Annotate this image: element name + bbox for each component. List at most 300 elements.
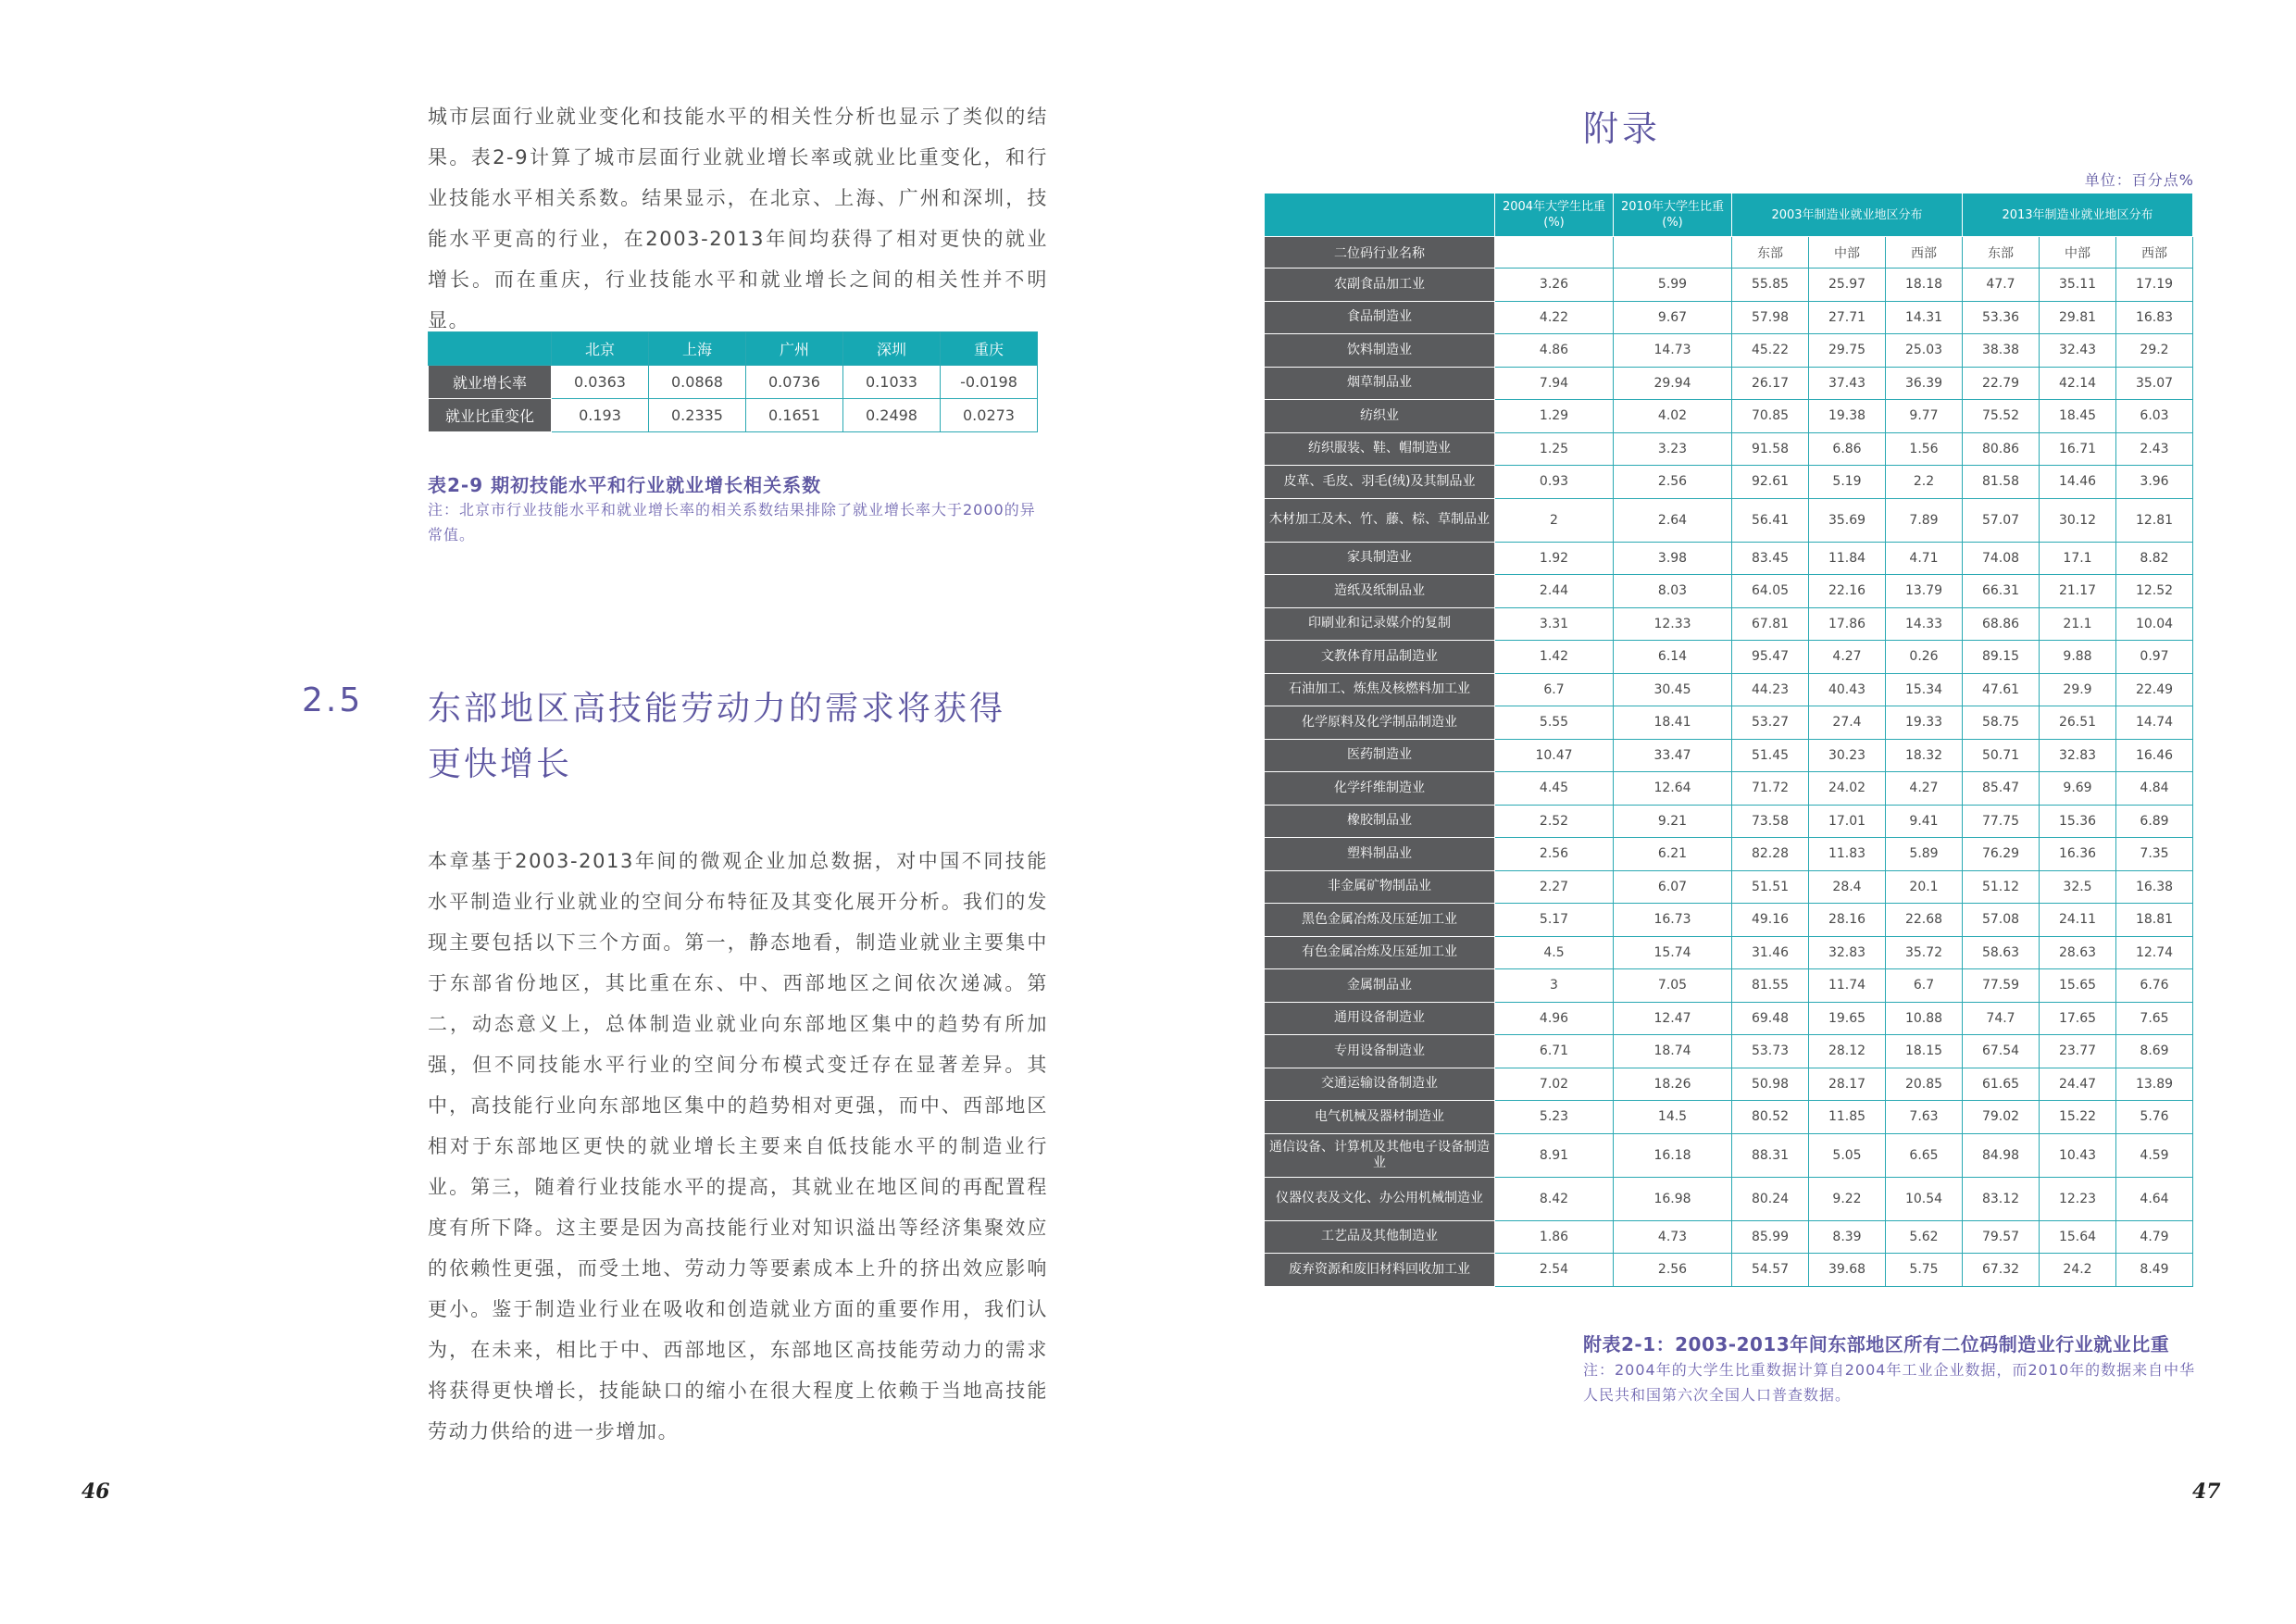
table-cell: 16.38 <box>2116 870 2193 904</box>
table-cell: 0.2335 <box>649 399 746 432</box>
table-cell: 12.33 <box>1614 607 1732 641</box>
table-cell: 0.1651 <box>746 399 843 432</box>
table-cell: 6.14 <box>1614 641 1732 674</box>
table-cell: 4.5 <box>1495 936 1614 969</box>
table-row <box>1265 575 2193 608</box>
table-cell: 69.48 <box>1732 1002 1809 1035</box>
table-cell: 18.81 <box>2116 904 2193 937</box>
table-cell: 2.56 <box>1614 1254 1732 1287</box>
table-cell: 21.1 <box>2040 607 2116 641</box>
table-cell: 32.43 <box>2040 334 2116 368</box>
table-cell: 18.15 <box>1886 1035 1963 1068</box>
table-row <box>1265 269 2193 302</box>
table-row <box>1265 1254 2193 1287</box>
table-cell: 22.49 <box>2116 673 2193 706</box>
table-cell: 25.97 <box>1809 269 1886 302</box>
table-cell: 84.98 <box>1963 1133 2040 1177</box>
table-cell: 58.75 <box>1963 706 2040 740</box>
table-row <box>1265 1002 2193 1035</box>
table-cell: 29.9 <box>2040 673 2116 706</box>
table-cell: 11.85 <box>1809 1101 1886 1134</box>
table-cell: 1.29 <box>1495 400 1614 433</box>
industry-name: 金属制品业 <box>1265 969 1495 1003</box>
industry-name: 石油加工、炼焦及核燃料加工业 <box>1265 673 1495 706</box>
industry-name: 家具制造业 <box>1265 542 1495 575</box>
table-cell: 23.77 <box>2040 1035 2116 1068</box>
table-cell: 8.03 <box>1614 575 1732 608</box>
table-cell: 14.5 <box>1614 1101 1732 1134</box>
table-cell: 5.05 <box>1809 1133 1886 1177</box>
industry-name: 印刷业和记录媒介的复制 <box>1265 607 1495 641</box>
table-cell: 61.65 <box>1963 1068 2040 1101</box>
table-cell: 15.64 <box>2040 1220 2116 1254</box>
appendix-title: 附录 <box>1583 108 1662 149</box>
table-cell: 15.65 <box>2040 969 2116 1003</box>
table-cell: 71.72 <box>1732 772 1809 806</box>
table-cell: 55.85 <box>1732 269 1809 302</box>
table-cell: 53.73 <box>1732 1035 1809 1068</box>
row-header: 就业增长率 <box>429 366 552 399</box>
table-cell: 21.17 <box>2040 575 2116 608</box>
table-cell: 2.52 <box>1495 805 1614 838</box>
table-cell: 4.22 <box>1495 301 1614 334</box>
table-row <box>1265 400 2193 433</box>
table-row <box>1265 805 2193 838</box>
appendix-caption-title: 附表2-1：2003-2013年间东部地区所有二位码制造业行业就业比重 <box>1583 1333 2170 1355</box>
industry-name: 专用设备制造业 <box>1265 1035 1495 1068</box>
table-cell: 0.193 <box>552 399 649 432</box>
column-header: 重庆 <box>941 332 1038 366</box>
table-row <box>1265 1220 2193 1254</box>
table-cell: 53.36 <box>1963 301 2040 334</box>
table-row <box>1265 432 2193 466</box>
table-row <box>1265 301 2193 334</box>
table-cell: 68.86 <box>1963 607 2040 641</box>
table-cell: 77.75 <box>1963 805 2040 838</box>
table-cell: 49.16 <box>1732 904 1809 937</box>
table-cell: 5.23 <box>1495 1101 1614 1134</box>
table-cell: 50.71 <box>1963 739 2040 772</box>
region-header: 中部 <box>2040 237 2116 269</box>
table-cell: 17.1 <box>2040 542 2116 575</box>
table-cell: 32.83 <box>1809 936 1886 969</box>
table-cell: 10.47 <box>1495 739 1614 772</box>
table-row <box>1265 936 2193 969</box>
table-cell: 9.21 <box>1614 805 1732 838</box>
table-cell: 10.04 <box>2116 607 2193 641</box>
table-cell: 22.79 <box>1963 367 2040 400</box>
industry-name: 饮料制造业 <box>1265 334 1495 368</box>
table-cell: 18.18 <box>1886 269 1963 302</box>
table-cell: 29.94 <box>1614 367 1732 400</box>
column-group-header: 2013年制造业就业地区分布 <box>1963 194 2193 237</box>
table-cell: 0.97 <box>2116 641 2193 674</box>
table-cell: 17.86 <box>1809 607 1886 641</box>
table-row <box>1265 334 2193 368</box>
table-cell: 12.81 <box>2116 498 2193 542</box>
table-cell: 39.68 <box>1809 1254 1886 1287</box>
table-cell: 17.01 <box>1809 805 1886 838</box>
table-cell: 11.83 <box>1809 838 1886 871</box>
table-cell: 20.1 <box>1886 870 1963 904</box>
industry-name: 烟草制品业 <box>1265 367 1495 400</box>
unit-label: 单位：百分点% <box>2084 171 2194 189</box>
table-cell: 35.72 <box>1886 936 1963 969</box>
table-cell: 18.41 <box>1614 706 1732 740</box>
table-cell: 16.46 <box>2116 739 2193 772</box>
table-cell: 17.65 <box>2040 1002 2116 1035</box>
table-cell: 11.74 <box>1809 969 1886 1003</box>
table-cell: 9.69 <box>2040 772 2116 806</box>
table-cell: 4.27 <box>1886 772 1963 806</box>
table-cell: 8.69 <box>2116 1035 2193 1068</box>
table-cell: 80.24 <box>1732 1177 1809 1220</box>
table-cell: 67.54 <box>1963 1035 2040 1068</box>
table-cell: 57.08 <box>1963 904 2040 937</box>
table-subheader-row <box>1265 237 2193 269</box>
table-cell: 18.45 <box>2040 400 2116 433</box>
table-cell: 12.74 <box>2116 936 2193 969</box>
table-cell: 2 <box>1495 498 1614 542</box>
table-cell: 14.73 <box>1614 334 1732 368</box>
industry-name: 农副食品加工业 <box>1265 269 1495 302</box>
table-cell: 27.4 <box>1809 706 1886 740</box>
appendix-table <box>1264 193 2193 1287</box>
industry-name: 塑料制品业 <box>1265 838 1495 871</box>
table-cell: 5.62 <box>1886 1220 1963 1254</box>
table-cell: 57.07 <box>1963 498 2040 542</box>
table-cell: 6.71 <box>1495 1035 1614 1068</box>
table-corner-cell <box>1265 194 1495 237</box>
table-cell: 51.45 <box>1732 739 1809 772</box>
table-cell: 88.31 <box>1732 1133 1809 1177</box>
row-name-header: 二位码行业名称 <box>1265 237 1495 269</box>
table-cell: 42.14 <box>2040 367 2116 400</box>
table-row <box>1265 1101 2193 1134</box>
table-cell: 15.74 <box>1614 936 1732 969</box>
table-cell: 38.38 <box>1963 334 2040 368</box>
table-cell: 2.54 <box>1495 1254 1614 1287</box>
table-cell: 9.22 <box>1809 1177 1886 1220</box>
table-cell: 35.69 <box>1809 498 1886 542</box>
region-header: 西部 <box>2116 237 2193 269</box>
table-header-row <box>429 332 1038 366</box>
table-cell: 26.51 <box>2040 706 2116 740</box>
table-cell: 3.31 <box>1495 607 1614 641</box>
table-cell: 12.47 <box>1614 1002 1732 1035</box>
table-row <box>429 399 1038 432</box>
table-cell: 37.43 <box>1809 367 1886 400</box>
table-cell: 12.52 <box>2116 575 2193 608</box>
table-cell: 30.45 <box>1614 673 1732 706</box>
table-cell: 95.47 <box>1732 641 1809 674</box>
table-cell: 12.64 <box>1614 772 1732 806</box>
table-cell: 51.12 <box>1963 870 2040 904</box>
table-cell: 32.5 <box>2040 870 2116 904</box>
table-cell: 8.49 <box>2116 1254 2193 1287</box>
table-cell: 6.21 <box>1614 838 1732 871</box>
table-cell: 0.93 <box>1495 466 1614 499</box>
table-cell: 4.96 <box>1495 1002 1614 1035</box>
table-cell: 15.22 <box>2040 1101 2116 1134</box>
table-cell: 0.0363 <box>552 366 649 399</box>
table-cell: 74.7 <box>1963 1002 2040 1035</box>
table-cell: 74.08 <box>1963 542 2040 575</box>
table-cell: 13.89 <box>2116 1068 2193 1101</box>
table-cell: 4.27 <box>1809 641 1886 674</box>
table-cell: 3.96 <box>2116 466 2193 499</box>
intro-paragraph: 城市层面行业就业变化和技能水平的相关性分析也显示了类似的结果。表2-9计算了城市层面行业就业增长率或就业比重变化，和行业技能水平相关系数。结果显示，在北京、上海、广州和深圳，技能水平更高的行业，在2003-2013年间均获得了相对更快的就业增长。而在重庆，行业技能水平和就业增长之间的相关性并不明显。 <box>428 106 1048 331</box>
table-cell: 2.56 <box>1614 466 1732 499</box>
table-cell: 14.31 <box>1886 301 1963 334</box>
appendix-caption-note: 注：2004年的大学生比重数据计算自2004年工业企业数据，而2010年的数据来自中华人民共和国第六次全国人口普查数据。 <box>1583 1361 2196 1404</box>
table-cell: 9.67 <box>1614 301 1732 334</box>
table-cell: 2.27 <box>1495 870 1614 904</box>
table-cell: 4.59 <box>2116 1133 2193 1177</box>
column-header: 2004年大学生比重(%) <box>1495 194 1614 237</box>
table-cell: 47.7 <box>1963 269 2040 302</box>
table-cell: 9.77 <box>1886 400 1963 433</box>
industry-name: 医药制造业 <box>1265 739 1495 772</box>
industry-name: 化学纤维制造业 <box>1265 772 1495 806</box>
table-cell: 4.71 <box>1886 542 1963 575</box>
column-header: 上海 <box>649 332 746 366</box>
table-cell: 5.76 <box>2116 1101 2193 1134</box>
table-cell: 19.65 <box>1809 1002 1886 1035</box>
page-number-right: 47 <box>2192 1480 2221 1504</box>
region-header: 西部 <box>1886 237 1963 269</box>
table-cell: 85.47 <box>1963 772 2040 806</box>
industry-name: 化学原料及化学制品制造业 <box>1265 706 1495 740</box>
industry-name: 通用设备制造业 <box>1265 1002 1495 1035</box>
table-row <box>1265 367 2193 400</box>
table-cell: 14.33 <box>1886 607 1963 641</box>
table-cell: 6.03 <box>2116 400 2193 433</box>
table-cell: 1.56 <box>1886 432 1963 466</box>
table-cell: 10.43 <box>2040 1133 2116 1177</box>
table-cell: 3.23 <box>1614 432 1732 466</box>
table-cell: 82.28 <box>1732 838 1809 871</box>
body-paragraph: 本章基于2003-2013年间的微观企业加总数据，对中国不同技能水平制造业行业就业的空间分布特征及其变化展开分析。我们的发现主要包括以下三个方面。第一，静态地看，制造业就业主要集中于东部省份地区，其比重在东、中、西部地区之间依次递减。第二，动态意义上，总体制造业就业向东部地区集中的趋势有所加强，但不同技能水平行业的空间分布模式变迁存在显著差异。其中，高技能行业向东部地区集中的趋势相对更强，而中、西部地区相对于东部地区更快的就业增长主要来自低技能水平的制造业行业。第三，随着行业技能水平的提高，其就业在地区间的再配置程度有所下降。这主要是因为高技能行业对知识溢出等经济集聚效应的依赖性更强，而受土地、劳动力等要素成本上升的挤出效应影响更小。鉴于制造业行业在吸收和创造就业方面的重要作用，我们认为，在未来，相比于中、西部地区，东部地区高技能劳动力的需求将获得更快增长，技能缺口的缩小在很大程度上依赖于当地高技能劳动力供给的进一步增加。 <box>428 850 1048 1443</box>
table-cell: 36.39 <box>1886 367 1963 400</box>
table-cell: 7.63 <box>1886 1101 1963 1134</box>
table-cell: 53.27 <box>1732 706 1809 740</box>
industry-name: 非金属矿物制品业 <box>1265 870 1495 904</box>
table-corner-cell <box>429 332 552 366</box>
industry-name: 皮革、毛皮、羽毛(绒)及其制品业 <box>1265 466 1495 499</box>
table-cell: 7.94 <box>1495 367 1614 400</box>
industry-name: 纺织服装、鞋、帽制造业 <box>1265 432 1495 466</box>
table-cell: 24.11 <box>2040 904 2116 937</box>
table-cell: 35.11 <box>2040 269 2116 302</box>
table-cell: 17.19 <box>2116 269 2193 302</box>
table-row <box>1265 498 2193 542</box>
industry-name: 废弃资源和废旧材料回收加工业 <box>1265 1254 1495 1287</box>
column-header: 深圳 <box>843 332 941 366</box>
industry-name: 电气机械及器材制造业 <box>1265 1101 1495 1134</box>
table-row <box>1265 673 2193 706</box>
table-row <box>1265 739 2193 772</box>
table-cell: 9.41 <box>1886 805 1963 838</box>
column-header: 北京 <box>552 332 649 366</box>
table-cell: 29.81 <box>2040 301 2116 334</box>
table-cell: 51.51 <box>1732 870 1809 904</box>
table-cell: 29.2 <box>2116 334 2193 368</box>
table-cell: 11.84 <box>1809 542 1886 575</box>
table-cell: 35.07 <box>2116 367 2193 400</box>
table-cell: 58.63 <box>1963 936 2040 969</box>
table-cell: 4.45 <box>1495 772 1614 806</box>
table-cell: 0.0736 <box>746 366 843 399</box>
table-cell: 4.84 <box>2116 772 2193 806</box>
table-cell: 79.02 <box>1963 1101 2040 1134</box>
table-cell: 7.65 <box>2116 1002 2193 1035</box>
table-cell: 8.91 <box>1495 1133 1614 1177</box>
table-cell: 5.17 <box>1495 904 1614 937</box>
table-cell: 4.79 <box>2116 1220 2193 1254</box>
table-cell: 28.17 <box>1809 1068 1886 1101</box>
table-cell: 2.56 <box>1495 838 1614 871</box>
table-cell: 16.73 <box>1614 904 1732 937</box>
empty-header-cell <box>1495 237 1614 269</box>
table-cell: 1.92 <box>1495 542 1614 575</box>
table-row <box>1265 542 2193 575</box>
table-cell: 44.23 <box>1732 673 1809 706</box>
table-cell: 0.26 <box>1886 641 1963 674</box>
industry-name: 食品制造业 <box>1265 301 1495 334</box>
table-cell: 91.58 <box>1732 432 1809 466</box>
table-cell: 45.22 <box>1732 334 1809 368</box>
table-cell: 9.88 <box>2040 641 2116 674</box>
industry-name: 橡胶制品业 <box>1265 805 1495 838</box>
table-cell: 8.82 <box>2116 542 2193 575</box>
table-cell: 6.89 <box>2116 805 2193 838</box>
table-header-row <box>1265 194 2193 237</box>
table-cell: 27.71 <box>1809 301 1886 334</box>
table-cell: 24.47 <box>2040 1068 2116 1101</box>
table-cell: 2.2 <box>1886 466 1963 499</box>
region-header: 中部 <box>1809 237 1886 269</box>
table-row <box>1265 870 2193 904</box>
table-cell: 8.39 <box>1809 1220 1886 1254</box>
table-cell: 15.34 <box>1886 673 1963 706</box>
region-header: 东部 <box>1963 237 2040 269</box>
table-cell: 18.74 <box>1614 1035 1732 1068</box>
table-cell: 5.55 <box>1495 706 1614 740</box>
table-cell: 4.86 <box>1495 334 1614 368</box>
industry-name: 通信设备、计算机及其他电子设备制造业 <box>1265 1133 1495 1177</box>
table-cell: 8.42 <box>1495 1177 1614 1220</box>
table-cell: 29.75 <box>1809 334 1886 368</box>
column-header: 2010年大学生比重(%) <box>1614 194 1732 237</box>
table-caption-note: 注：北京市行业技能水平和就业增长率的相关系数结果排除了就业增长率大于2000的异常值。 <box>428 501 1036 543</box>
table-cell: 2.44 <box>1495 575 1614 608</box>
industry-name: 纺织业 <box>1265 400 1495 433</box>
section-number: 2.5 <box>302 681 364 719</box>
table-row <box>1265 969 2193 1003</box>
industry-name: 交通运输设备制造业 <box>1265 1068 1495 1101</box>
table-cell: 70.85 <box>1732 400 1809 433</box>
table-cell: 33.47 <box>1614 739 1732 772</box>
table-cell: 47.61 <box>1963 673 2040 706</box>
table-cell: 83.45 <box>1732 542 1809 575</box>
table-cell: 7.35 <box>2116 838 2193 871</box>
table-cell: 16.36 <box>2040 838 2116 871</box>
table-cell: 6.65 <box>1886 1133 1963 1177</box>
table-cell: 76.29 <box>1963 838 2040 871</box>
appendix-table-body <box>1265 269 2193 1287</box>
table-cell: 10.88 <box>1886 1002 1963 1035</box>
section-title: 东部地区高技能劳动力的需求将获得更快增长 <box>428 690 1006 783</box>
table-cell: 16.18 <box>1614 1133 1732 1177</box>
table-row <box>1265 706 2193 740</box>
table-cell: 6.07 <box>1614 870 1732 904</box>
table-cell: 7.02 <box>1495 1068 1614 1101</box>
industry-name: 文教体育用品制造业 <box>1265 641 1495 674</box>
table-cell: 26.17 <box>1732 367 1809 400</box>
table-cell: 16.83 <box>2116 301 2193 334</box>
table-cell: 67.32 <box>1963 1254 2040 1287</box>
table-cell: 6.76 <box>2116 969 2193 1003</box>
table-cell: 30.23 <box>1809 739 1886 772</box>
table-cell: 5.89 <box>1886 838 1963 871</box>
table-cell: 1.25 <box>1495 432 1614 466</box>
table-cell: 6.7 <box>1495 673 1614 706</box>
table-cell: 2.64 <box>1614 498 1732 542</box>
table-cell: 20.85 <box>1886 1068 1963 1101</box>
table-cell: 14.74 <box>2116 706 2193 740</box>
table-cell: 19.33 <box>1886 706 1963 740</box>
table-cell: 81.55 <box>1732 969 1809 1003</box>
table-cell: 28.16 <box>1809 904 1886 937</box>
table-row <box>1265 904 2193 937</box>
table-cell: 81.58 <box>1963 466 2040 499</box>
table-cell: -0.0198 <box>941 366 1038 399</box>
table-cell: 31.46 <box>1732 936 1809 969</box>
table-cell: 24.02 <box>1809 772 1886 806</box>
table-cell: 0.0868 <box>649 366 746 399</box>
table-cell: 6.86 <box>1809 432 1886 466</box>
table-cell: 10.54 <box>1886 1177 1963 1220</box>
table-cell: 54.57 <box>1732 1254 1809 1287</box>
column-group-header: 2003年制造业就业地区分布 <box>1732 194 1963 237</box>
region-header: 东部 <box>1732 237 1809 269</box>
table-cell: 56.41 <box>1732 498 1809 542</box>
table-cell: 89.15 <box>1963 641 2040 674</box>
table-cell: 6.7 <box>1886 969 1963 1003</box>
table-cell: 18.26 <box>1614 1068 1732 1101</box>
table-cell: 5.99 <box>1614 269 1732 302</box>
table-cell: 19.38 <box>1809 400 1886 433</box>
table-row <box>1265 607 2193 641</box>
table-cell: 28.12 <box>1809 1035 1886 1068</box>
table-row <box>1265 838 2193 871</box>
table-cell: 14.46 <box>2040 466 2116 499</box>
table-cell: 7.89 <box>1886 498 1963 542</box>
industry-name: 仪器仪表及文化、办公用机械制造业 <box>1265 1177 1495 1220</box>
table-caption-title: 表2-9 期初技能水平和行业就业增长相关系数 <box>428 474 822 496</box>
table-cell: 16.98 <box>1614 1177 1732 1220</box>
table-row <box>429 366 1038 399</box>
table-cell: 0.1033 <box>843 366 941 399</box>
table-cell: 28.63 <box>2040 936 2116 969</box>
table-row <box>1265 466 2193 499</box>
table-cell: 83.12 <box>1963 1177 2040 1220</box>
table-cell: 40.43 <box>1809 673 1886 706</box>
table-cell: 3.98 <box>1614 542 1732 575</box>
table-row <box>1265 1035 2193 1068</box>
table-cell: 3.26 <box>1495 269 1614 302</box>
